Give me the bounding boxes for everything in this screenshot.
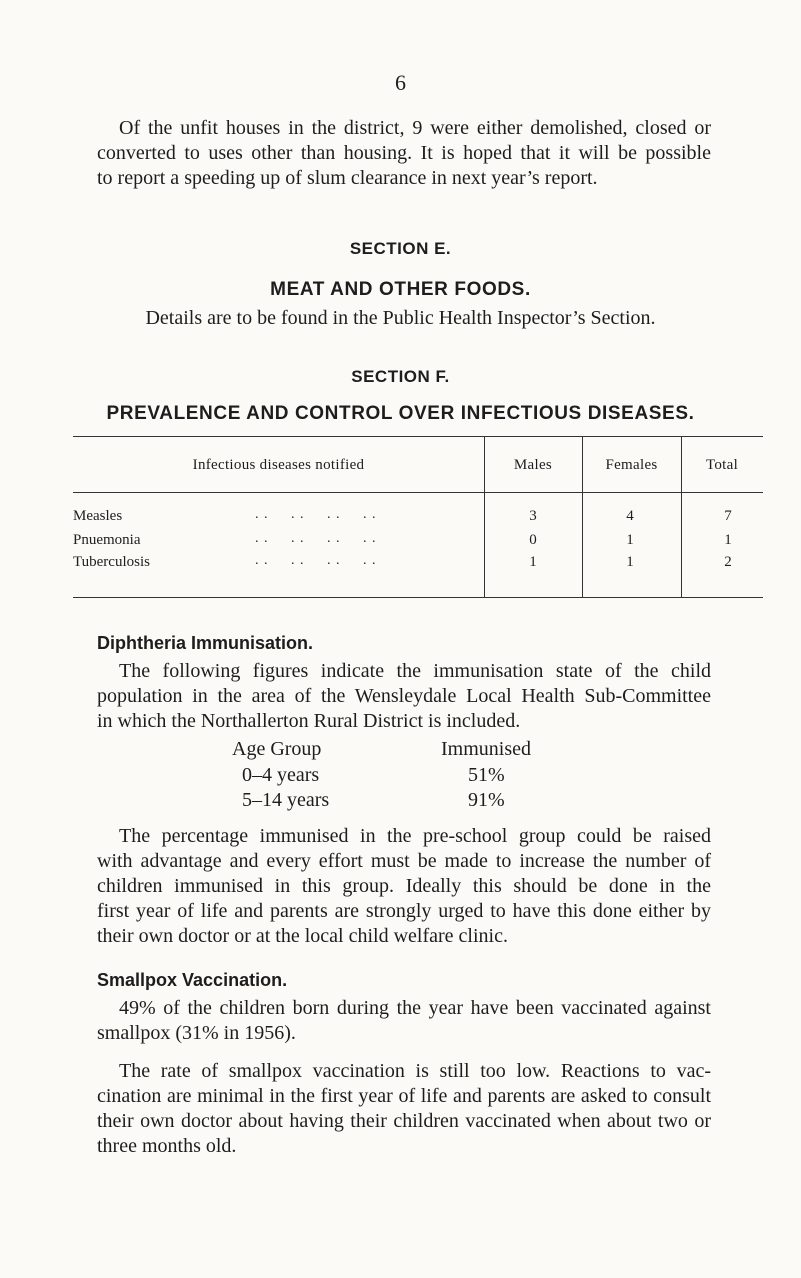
table-cell-disease: Pnuemonia <box>73 532 141 548</box>
text-line: converted to uses other than housing. It is hoped that it will be possible <box>97 142 711 164</box>
section-e-text: Details are to be found in the Public Health Inspector’s Section. <box>145 307 656 329</box>
smallpox-heading: Smallpox Vaccination. <box>97 970 288 990</box>
table-cell-total: 1 <box>724 532 732 548</box>
text-line: first year of life and parents are strongly urged to have this done either by <box>97 900 711 922</box>
table-cell-males: 0 <box>529 532 537 548</box>
table-header-females: Females <box>605 457 658 473</box>
smallpox-paragraph-1 <box>97 996 711 1046</box>
table-cell-disease: Tuberculosis <box>73 554 150 570</box>
section-f-title: SECTION F. <box>351 367 450 386</box>
immunisation-age: 5–14 years <box>242 789 330 811</box>
table-cell-males: 1 <box>529 554 537 570</box>
text-line: in which the Northallerton Rural District is included. <box>97 710 521 732</box>
table-cell-females: 4 <box>626 508 634 524</box>
immunisation-col-age: Age Group <box>232 738 322 760</box>
table-header-total: Total <box>705 457 739 473</box>
text-line: children immunised in this group. Ideally this should be done in the <box>97 875 711 897</box>
text-line: population in the area of the Wensleydale Local Health Sub-Committee <box>97 685 711 707</box>
table-leader-dots: . . . . . . . . <box>255 507 377 522</box>
text-line: with advantage and every effort must be made to increase the number of <box>97 850 711 872</box>
diphtheria-heading: Diphtheria Immunisation. <box>97 633 314 653</box>
text-line: 49% of the children born during the year have been vaccinated against <box>119 997 711 1019</box>
table-header-males: Males <box>513 457 553 473</box>
table-cell-total: 7 <box>724 508 732 524</box>
table-cell-disease: Measles <box>73 508 123 524</box>
immunisation-percent: 51% <box>468 764 505 786</box>
immunisation-col-immunised: Immunised <box>441 738 531 760</box>
text-line: cination are minimal in the first year of life and parents are asked to consult <box>97 1085 711 1107</box>
text-line: their own doctor or at the local child welfare clinic. <box>97 925 508 947</box>
immunisation-percent: 91% <box>468 789 505 811</box>
table-header-disease: Infectious diseases notified <box>192 457 365 473</box>
table-cell-males: 3 <box>529 508 537 524</box>
table-header-rule <box>73 492 763 493</box>
diphtheria-paragraph-1 <box>97 659 711 734</box>
table-cell-females: 1 <box>626 532 634 548</box>
diphtheria-paragraph-2 <box>97 824 711 949</box>
text-line: The rate of smallpox vaccination is still too low. Reactions to vac- <box>119 1060 711 1082</box>
table-cell-females: 1 <box>626 554 634 570</box>
text-line: to report a speeding up of slum clearance in next year’s report. <box>97 167 598 189</box>
smallpox-paragraph-2 <box>97 1059 711 1159</box>
text-line: their own doctor about having their children vaccinated when about two or <box>97 1110 711 1132</box>
page-number: 6 <box>395 70 406 95</box>
table-cell-total: 2 <box>724 554 732 570</box>
text-line: three months old. <box>97 1135 237 1157</box>
section-e-subtitle: MEAT AND OTHER FOODS. <box>270 279 531 300</box>
text-line: The percentage immunised in the pre-school group could be raised <box>119 825 711 847</box>
text-line: Of the unfit houses in the district, 9 were either demolished, closed or <box>119 117 711 139</box>
section-f-subtitle: PREVALENCE AND CONTROL OVER INFECTIOUS DISEASES. <box>106 403 695 424</box>
table-leader-dots: . . . . . . . . <box>255 553 377 568</box>
table-top-rule <box>73 436 763 437</box>
section-e-title: SECTION E. <box>349 239 452 258</box>
immunisation-age: 0–4 years <box>242 764 320 786</box>
table-leader-dots: . . . . . . . . <box>255 531 377 546</box>
text-line: smallpox (31% in 1956). <box>97 1022 296 1044</box>
text-line: The following figures indicate the immunisation state of the child <box>119 660 711 682</box>
table-bottom-rule <box>73 597 763 598</box>
